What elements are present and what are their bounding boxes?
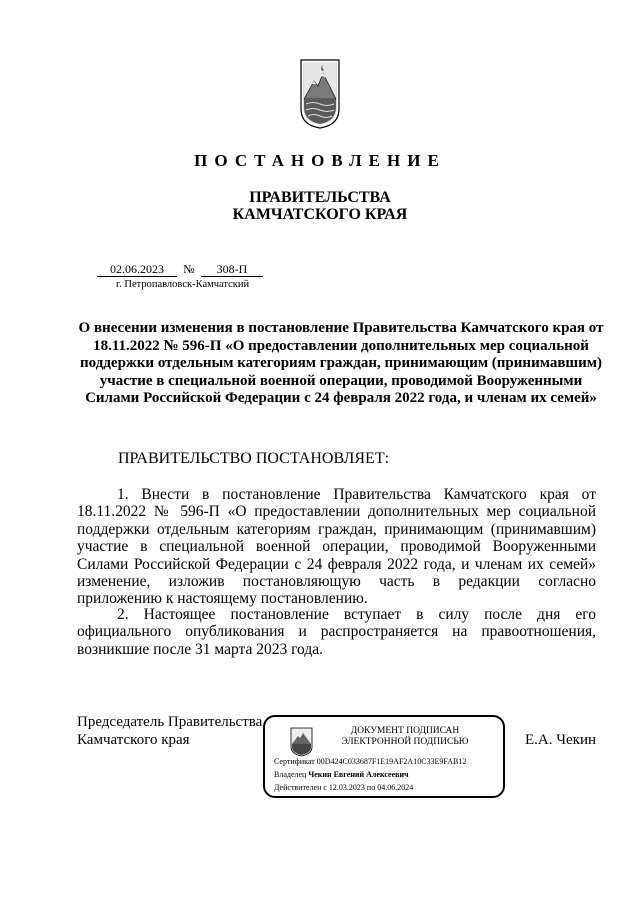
stamp-valid-label: Действителен с xyxy=(274,783,327,792)
document-date-number xyxy=(97,262,263,277)
paragraph-1-text: 1. Внести в постановление Правительства Камчатского края от 18.11.2022 № 596-П «О предоставлении дополнительных мер социальной поддержки отдельным категориям граждан, принимающим (принимавшим) участие в специальной военной операции, проводимой Вооруженными Силами Российской Федерации с 24 февраля 2022 года, и членам их семей» изменение, изложив постановляющую часть в редакции согласно приложению к настоящему постановлению. xyxy=(77,486,596,608)
number-label: № xyxy=(183,262,195,276)
stamp-heading-line-1: ДОКУМЕНТ ПОДПИСАН xyxy=(350,726,460,736)
stamp-certificate-value: 00D424C033687F1E19AF2A10C33E9FAB12 xyxy=(316,757,467,766)
paragraph-2-text: 2. Настоящее постановление вступает в силу после дня его официального опубликования и распространяется на правоотношения, возникшие после 31 марта 2023 года. xyxy=(77,606,596,658)
signer-position-line-2: Камчатского края xyxy=(77,732,190,748)
paragraph-2 xyxy=(77,606,596,658)
stamp-valid-to: 04.06.2024 xyxy=(377,783,414,792)
document-type: ПОСТАНОВЛЕНИЕ xyxy=(194,151,446,170)
issuer-line-2: КАМЧАТСКОГО КРАЯ xyxy=(232,206,408,223)
stamp-coat-of-arms-icon xyxy=(290,727,313,757)
stamp-validity-row xyxy=(274,783,413,792)
coat-of-arms-icon xyxy=(300,59,340,129)
stamp-owner-row xyxy=(274,770,409,779)
electronic-signature-stamp xyxy=(263,715,505,798)
stamp-owner-label: Владелец xyxy=(274,770,307,779)
document-number: 308-П xyxy=(201,263,263,277)
enactment-formula: ПРАВИТЕЛЬСТВО ПОСТАНОВЛЯЕТ: xyxy=(118,450,390,467)
paragraph-1 xyxy=(77,486,596,608)
stamp-heading-line-2: ЭЛЕКТРОННОЙ ПОДПИСЬЮ xyxy=(341,737,469,747)
issuer-line-1: ПРАВИТЕЛЬСТВА xyxy=(249,189,391,206)
document-title: О внесении изменения в постановление Правительства Камчатского края от 18.11.2022 № 596-П «О предоставлении дополнительных мер социальной поддержки отдельным категориям граждан, принимающим (принимавшим) участие в специальной военной операции, проводимой Вооруженными Силами Российской Федерации с 24 февраля 2022 года, и членам их семей» xyxy=(78,320,604,406)
document-date: 02.06.2023 xyxy=(97,263,177,277)
signer-name: Е.А. Чекин xyxy=(525,732,596,748)
document-city: г. Петропавловск-Камчатский xyxy=(116,279,250,290)
stamp-owner-value: Чекин Евгений Алексеевич xyxy=(308,770,409,779)
stamp-certificate-row xyxy=(274,757,466,766)
stamp-certificate-label: Сертификат xyxy=(274,757,315,766)
stamp-valid-to-label: по xyxy=(366,783,376,792)
signer-position-line-1: Председатель Правительства xyxy=(77,714,263,730)
stamp-valid-from: 12.03.2023 xyxy=(328,783,365,792)
